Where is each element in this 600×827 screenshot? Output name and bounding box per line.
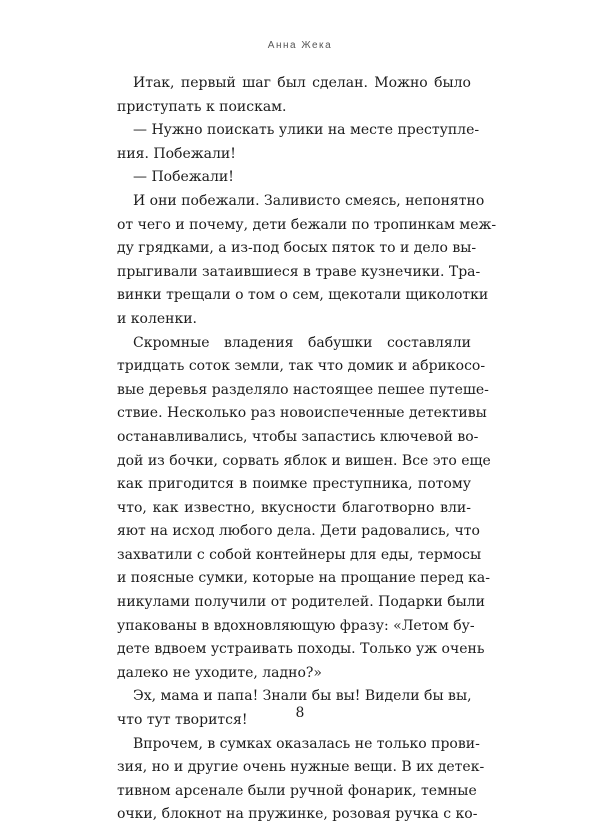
text-line: упакованы в вдохновляющую фразу: «Летом бу- (117, 617, 475, 634)
paragraph (117, 72, 471, 119)
text-line: что, как известно, вкусности благотворно вли- (117, 499, 471, 516)
text-line: — Нужно поискать улики на месте преступле- (133, 122, 480, 139)
text-line: что тут творится! (117, 712, 248, 729)
text-line: ния. Побежали! (117, 145, 236, 162)
text-line: и поясные сумки, которые на прощание перед ка- (117, 570, 490, 587)
text-line: прыгивали затаившиеся в траве кузнечики. Тра- (117, 263, 481, 280)
text-line: захватили с собой контейнеры для еды, термосы (117, 546, 482, 563)
text-line: вые деревья разделяло настоящее пешее путеше- (117, 381, 489, 398)
text-line: Впрочем, в сумках оказалась не только прови- (133, 735, 480, 752)
text-line: винки трещали о том о сем, щекотали щиколотки (117, 287, 489, 304)
text-line: дете вдвоем устраивать походы. Только уж очень (117, 641, 485, 658)
paragraph (117, 190, 497, 332)
text-line: никулами получили от родителей. Подарки были (117, 594, 486, 611)
text-line: зия, но и другие очень нужные вещи. В их детек- (117, 759, 485, 776)
paragraph (117, 119, 480, 166)
text-line: яют на исход любого дела. Дети радовались, что (117, 523, 480, 540)
text-line: очки, блокнот на пружинке, розовая ручка с ко- (117, 806, 478, 823)
paragraph (117, 332, 491, 686)
paragraph (117, 166, 471, 190)
text-line: от чего и почему, дети бежали по тропинкам меж- (117, 216, 497, 233)
running-header-author: Анна Жека (267, 40, 333, 51)
text-line: ду грядками, а из-под босых пяток то и дело вы- (117, 240, 477, 257)
text-line: приступать к поискам. (117, 98, 287, 115)
text-line: Итак, первый шаг был сделан. Можно было (133, 75, 471, 91)
text-line: останавливались, чтобы запастись ключевой во- (117, 428, 479, 445)
text-line: Скромные владения бабушки составляли (133, 334, 471, 351)
text-line: и коленки. (117, 310, 198, 327)
text-line: И они побежали. Заливисто смеясь, непонятно (133, 192, 485, 209)
text-line: дой из бочки, сорвать яблок и вишен. Все это еще (117, 452, 491, 469)
text-line: тивном арсенале были ручной фонарик, темные (117, 782, 477, 799)
text-line: Эх, мама и папа! Знали бы вы! Видели бы вы, (133, 688, 472, 705)
paragraph (117, 733, 485, 827)
text-line: как пригодится в поимке преступника, потому (117, 476, 471, 493)
text-line: ствие. Несколько раз новоиспеченные детективы (117, 405, 487, 422)
page-number: 8 (295, 705, 305, 721)
text-line: — Побежали! (133, 169, 234, 186)
text-line: далеко не уходите, ладно?» (117, 664, 322, 681)
text-line: тридцать соток земли, так что домик и абрикосо- (117, 358, 486, 375)
